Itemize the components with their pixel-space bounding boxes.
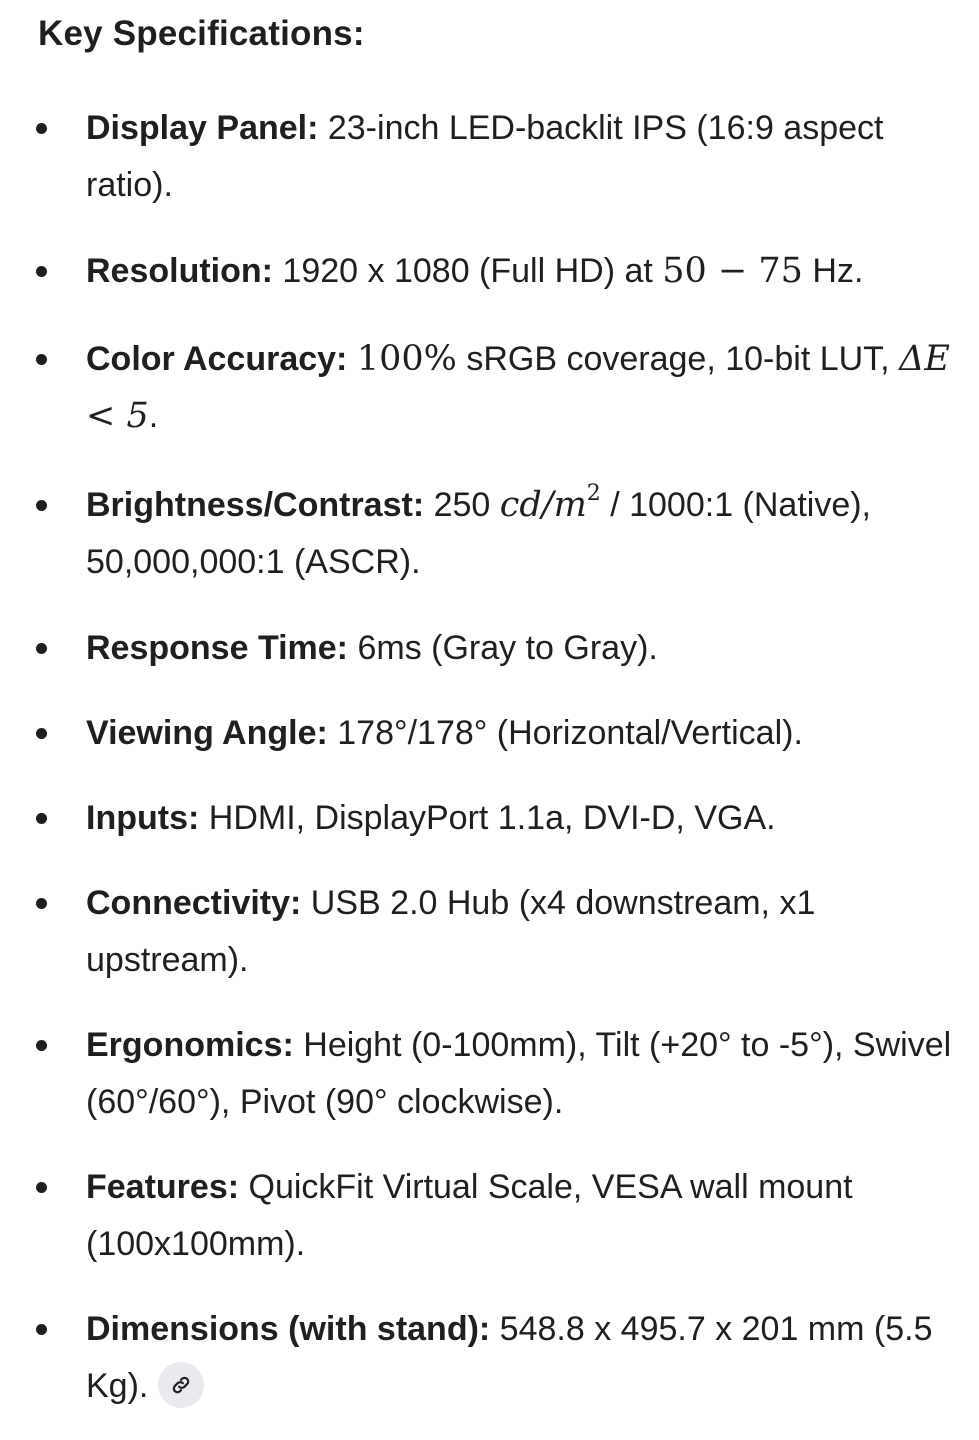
spec-label: Brightness/Contrast: bbox=[86, 486, 425, 524]
source-link-button[interactable] bbox=[158, 1362, 204, 1408]
bullet-icon bbox=[36, 500, 47, 511]
spec-label: Ergonomics: bbox=[86, 1026, 294, 1064]
spec-value: 250 bbox=[424, 486, 500, 524]
math-expression: cd/m bbox=[499, 485, 587, 525]
spec-ergonomics bbox=[86, 1017, 956, 1131]
spec-value: Height (0-100mm), Tilt (+20° to -5°), Swivel (60°/60°), Pivot (90° clockwise). bbox=[86, 1026, 952, 1121]
bullet-icon bbox=[36, 354, 47, 365]
spec-color-accuracy bbox=[86, 331, 956, 445]
spec-value: 548.8 x 495.7 x 201 mm (5.5 Kg). bbox=[86, 1310, 933, 1405]
bullet-icon bbox=[36, 1040, 47, 1051]
spec-value: sRGB coverage, 10-bit LUT, bbox=[456, 340, 900, 378]
spec-response-time bbox=[86, 620, 956, 677]
spec-value: Hz. bbox=[802, 252, 864, 290]
spec-label: Display Panel: bbox=[86, 109, 319, 147]
spec-display-panel bbox=[86, 100, 956, 214]
spec-label: Resolution: bbox=[86, 252, 273, 290]
spec-brightness-contrast bbox=[86, 477, 956, 591]
bullet-icon bbox=[36, 266, 47, 277]
math-expression: ΔE < 5 bbox=[86, 339, 950, 436]
bullet-icon bbox=[36, 728, 47, 739]
spec-connectivity bbox=[86, 875, 956, 989]
spec-dimensions bbox=[86, 1301, 956, 1415]
bullet-icon bbox=[36, 1324, 47, 1335]
spec-features bbox=[86, 1159, 956, 1273]
section-heading: Key Specifications: bbox=[38, 14, 365, 53]
spec-label: Color Accuracy: bbox=[86, 340, 348, 378]
bullet-icon bbox=[36, 643, 47, 654]
spec-value: QuickFit Virtual Scale, VESA wall mount (100x100mm). bbox=[86, 1168, 853, 1263]
math-superscript: 2 bbox=[586, 481, 601, 506]
spec-value: 23-inch LED-backlit IPS (16:9 aspect ratio). bbox=[86, 109, 884, 204]
bullet-icon bbox=[36, 123, 47, 134]
bullet-icon bbox=[36, 813, 47, 824]
spec-value: / 1000:1 (Native), 50,000,000:1 (ASCR). bbox=[86, 486, 872, 581]
spec-value: . bbox=[148, 397, 159, 435]
spec-resolution bbox=[86, 243, 956, 300]
bullet-icon bbox=[36, 1182, 47, 1193]
math-expression: 100% bbox=[356, 339, 457, 379]
bullet-icon bbox=[36, 898, 47, 909]
math-expression: 50 − 75 bbox=[662, 251, 803, 291]
spec-label: Dimensions (with stand): bbox=[86, 1310, 491, 1348]
spec-label: Inputs: bbox=[86, 799, 200, 837]
spec-label: Features: bbox=[86, 1168, 240, 1206]
spec-label: Viewing Angle: bbox=[86, 714, 328, 752]
spec-viewing-angle bbox=[86, 705, 956, 762]
spec-value: HDMI, DisplayPort 1.1a, DVI-D, VGA. bbox=[199, 799, 776, 837]
spec-inputs bbox=[86, 790, 956, 847]
spec-label: Response Time: bbox=[86, 629, 349, 667]
spec-value: 1920 x 1080 (Full HD) at bbox=[272, 252, 663, 290]
spec-value: USB 2.0 Hub (x4 downstream, x1 upstream). bbox=[86, 884, 816, 979]
spec-value: 178°/178° (Horizontal/Vertical). bbox=[327, 714, 803, 752]
spec-label: Connectivity: bbox=[86, 884, 302, 922]
link-icon bbox=[170, 1374, 192, 1396]
spec-value: 6ms (Gray to Gray). bbox=[348, 629, 658, 667]
